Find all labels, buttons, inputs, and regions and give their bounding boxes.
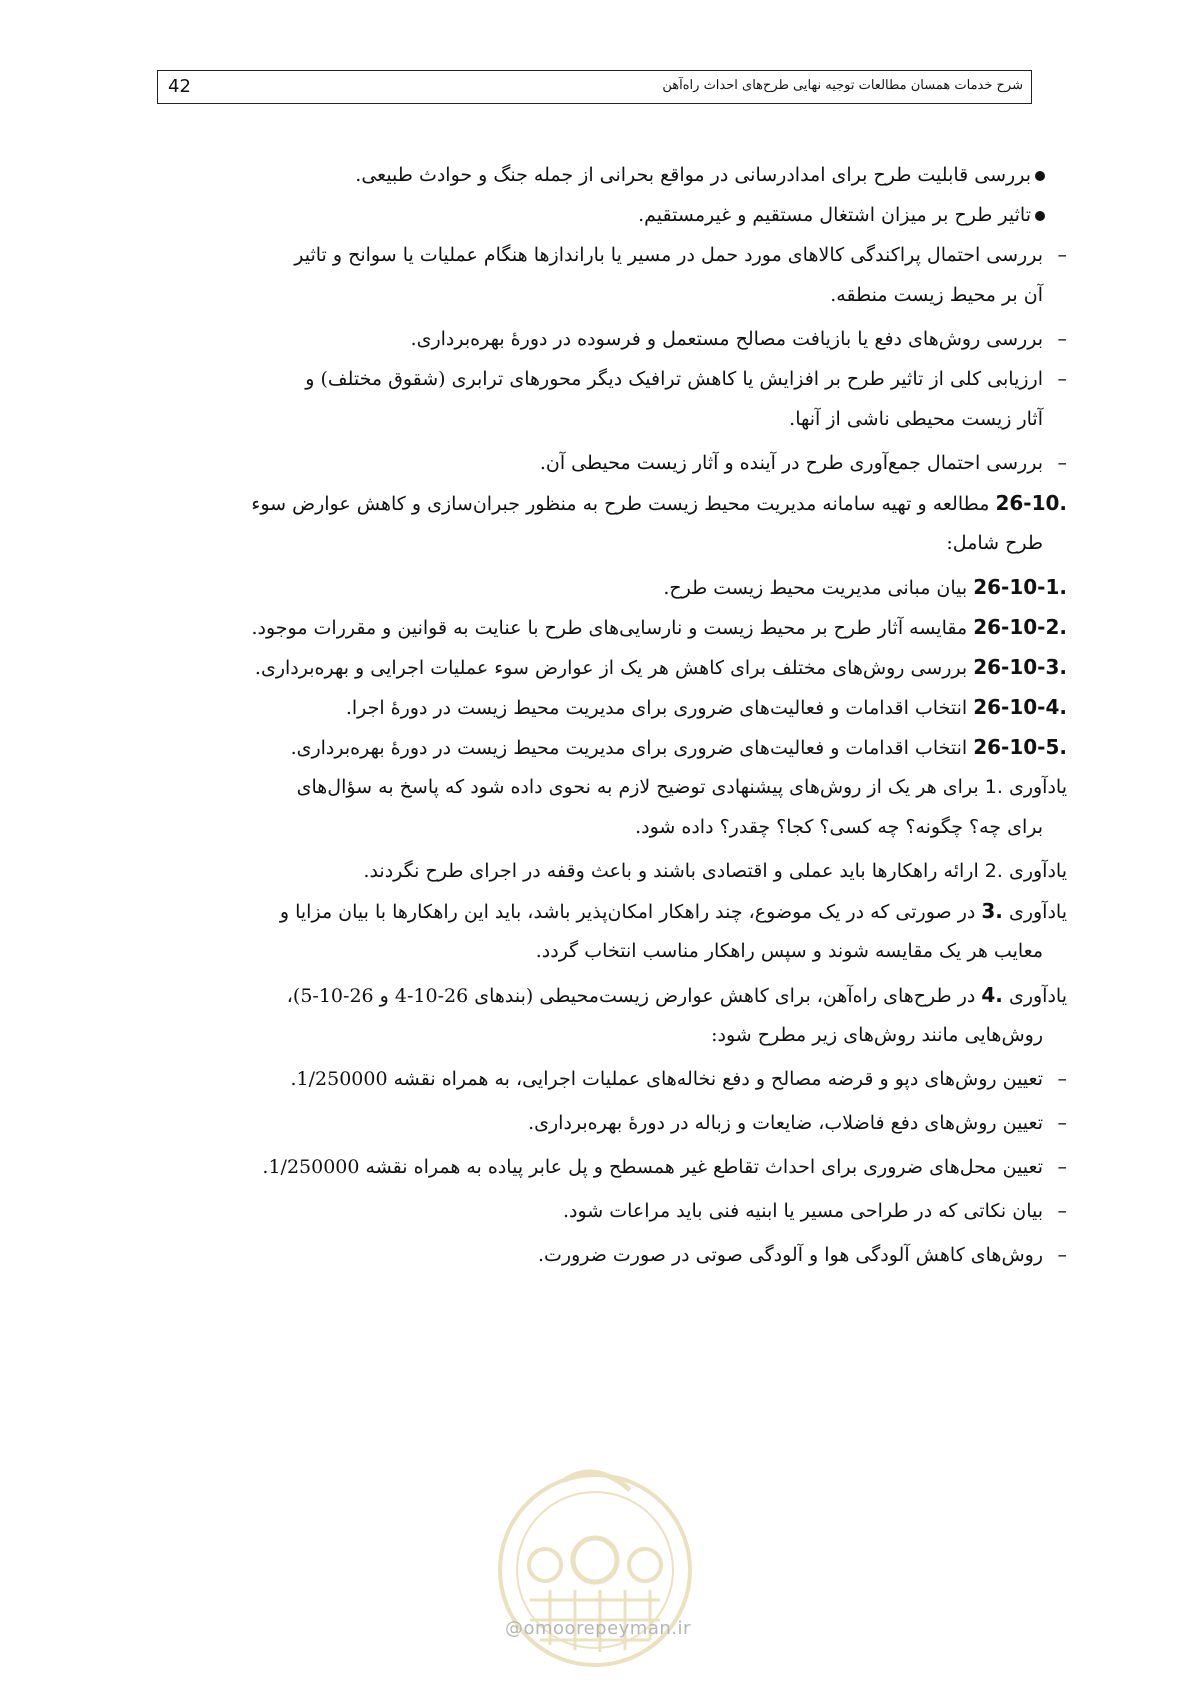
- subsection-text: انتخاب اقدامات و فعالیت‌های ضروری برای مدیریت محیط زیست در دورهٔ بهره‌برداری.: [290, 737, 968, 759]
- note-text: برای هر یک از روش‌های پیشنهادی توضیح لازم به نحوی داده شود که پاسخ به سؤال‌های: [296, 776, 979, 798]
- subsection-text: بررسی روش‌های مختلف برای کاهش هر یک از عوارض سوء عملیات اجرایی و بهره‌برداری.: [254, 657, 968, 679]
- dash-text: بررسی احتمال پراکندگی کالاهای مورد حمل در مسیر یا باراندازها هنگام عملیات یا سوانح و تاثیر: [294, 244, 1043, 266]
- dash-item: [172, 364, 1067, 404]
- dash-item: [172, 1152, 1067, 1196]
- section-number: 26-10.: [995, 491, 1067, 515]
- dash-text: آثار زیست محیطی ناشی از آنها.: [789, 408, 1043, 430]
- bullet-text: بررسی قابلیت طرح برای امدادرسانی در مواقع بحرانی از جمله جنگ و حوادث طبیعی.: [355, 164, 1031, 186]
- dash-item: [172, 1240, 1067, 1284]
- note-text: معایب هر یک مقایسه شوند و سپس راهکار مناسب انتخاب گردد.: [535, 940, 1043, 962]
- subsection-text: بیان مبانی مدیریت محیط زیست طرح.: [663, 577, 968, 599]
- subsection-item: [172, 612, 1067, 652]
- subsection-item: [172, 572, 1067, 612]
- bullet-dot: [1035, 211, 1045, 221]
- document-body: [172, 160, 1067, 1284]
- dash-marker: –: [1057, 452, 1067, 474]
- section-continuation: [172, 528, 1067, 572]
- note-label: یادآوری: [1008, 776, 1067, 798]
- dash-item-continuation: [172, 280, 1067, 324]
- bullet-item: [172, 200, 1067, 240]
- note-item: [172, 856, 1067, 896]
- dash-marker: –: [1057, 1068, 1067, 1090]
- note-text: روش‌هایی مانند روش‌های زیر مطرح شود:: [711, 1024, 1043, 1046]
- dash-item: [172, 324, 1067, 364]
- dash-text: بیان نکاتی که در طراحی مسیر یا ابنیه فنی باید مراعات شود.: [562, 1200, 1043, 1222]
- bullet-text: تاثیر طرح بر میزان اشتغال مستقیم و غیرمستقیم.: [638, 204, 1031, 226]
- dash-item: [172, 1064, 1067, 1108]
- dash-marker: –: [1057, 1200, 1067, 1222]
- subsection-text: انتخاب اقدامات و فعالیت‌های ضروری برای مدیریت محیط زیست در دورهٔ اجرا.: [345, 697, 968, 719]
- subsection-item: [172, 732, 1067, 772]
- dash-text: ارزیابی کلی از تاثیر طرح بر افزایش یا کاهش ترافیک دیگر محورهای ترابری (شقوق مختلف) و: [305, 368, 1043, 390]
- note-item: [172, 772, 1067, 812]
- watermark-text: @omoorepeyman.ir: [505, 1618, 691, 1639]
- note-label: یادآوری: [1008, 985, 1067, 1007]
- subsection-number: 26-10-3.: [973, 655, 1067, 679]
- dash-marker: –: [1057, 1156, 1067, 1178]
- note-number: 1.: [984, 776, 1003, 798]
- dash-marker: –: [1057, 328, 1067, 350]
- section-text: طرح شامل:: [946, 532, 1043, 554]
- page-number: 42: [168, 76, 191, 97]
- subsection-number: 26-10-4.: [973, 695, 1067, 719]
- dash-text: آن بر محیط زیست منطقه.: [830, 284, 1043, 306]
- bullet-item: [172, 160, 1067, 200]
- note-item: [172, 980, 1067, 1020]
- subsection-text: مقایسه آثار طرح بر محیط زیست و نارسایی‌های طرح با عنایت به قوانین و مقررات موجود.: [251, 617, 968, 639]
- subsection-number: 26-10-2.: [973, 615, 1067, 639]
- dash-text: تعیین محل‌های ضروری برای احداث تقاطع غیر همسطح و پل عابر پیاده به همراه نقشه 1/250000.: [262, 1156, 1043, 1178]
- dash-item: [172, 240, 1067, 280]
- dash-item-continuation: [172, 404, 1067, 448]
- note-item: [172, 896, 1067, 936]
- note-text: ارائه راهکارها باید عملی و اقتصادی باشند و باعث وقفه در اجرای طرح نگردند.: [363, 860, 979, 882]
- watermark-seal-icon: [470, 1440, 720, 1680]
- dash-marker: –: [1057, 368, 1067, 390]
- bullet-dot: [1035, 171, 1045, 181]
- dash-item: [172, 1108, 1067, 1152]
- dash-marker: –: [1057, 1112, 1067, 1134]
- dash-item: [172, 1196, 1067, 1240]
- note-text: در طرح‌های راه‌آهن، برای کاهش عوارض زیست‌محیطی (بندهای 26-10-4 و 26-10-5)،: [286, 985, 976, 1007]
- subsection-number: 26-10-1.: [973, 575, 1067, 599]
- dash-text: بررسی احتمال جمع‌آوری طرح در آینده و آثار زیست محیطی آن.: [539, 452, 1043, 474]
- subsection-number: 26-10-5.: [973, 735, 1067, 759]
- note-label: یادآوری: [1008, 860, 1067, 882]
- dash-marker: –: [1057, 244, 1067, 266]
- note-number: 2.: [984, 860, 1003, 882]
- note-text: در صورتی که در یک موضوع، چند راهکار امکان‌پذیر باشد، باید این راهکارها با بیان مزایا و: [279, 901, 976, 923]
- note-continuation: [172, 812, 1067, 856]
- dash-text: تعیین روش‌های دپو و قرضه مصالح و دفع نخاله‌های عملیات اجرایی، به همراه نقشه 1/250000.: [290, 1068, 1043, 1090]
- header-title: شرح خدمات همسان مطالعات توجیه نهایی طرح‌های احداث راه‌آهن: [662, 78, 1023, 93]
- subsection-item: [172, 652, 1067, 692]
- section-heading: [172, 488, 1067, 528]
- dash-text: بررسی روش‌های دفع یا بازیافت مصالح مستعمل و فرسوده در دورهٔ بهره‌برداری.: [410, 328, 1043, 350]
- note-continuation: [172, 936, 1067, 980]
- note-continuation: [172, 1020, 1067, 1064]
- dash-marker: –: [1057, 1244, 1067, 1266]
- note-label: یادآوری: [1008, 901, 1067, 923]
- note-number: 4.: [981, 983, 1003, 1007]
- note-number: 3.: [981, 899, 1003, 923]
- dash-item: [172, 448, 1067, 488]
- note-text: برای چه؟ چگونه؟ چه کسی؟ کجا؟ چقدر؟ داده شود.: [635, 816, 1043, 838]
- dash-text: تعیین روش‌های دفع فاضلاب، ضایعات و زباله در دورهٔ بهره‌برداری.: [528, 1112, 1043, 1134]
- section-text: مطالعه و تهیه سامانه مدیریت محیط زیست طرح به منظور جبران‌سازی و کاهش عوارض سوء: [251, 493, 990, 515]
- page-header: [157, 70, 1032, 104]
- dash-text: روش‌های کاهش آلودگی هوا و آلودگی صوتی در صورت ضرورت.: [537, 1244, 1043, 1266]
- subsection-item: [172, 692, 1067, 732]
